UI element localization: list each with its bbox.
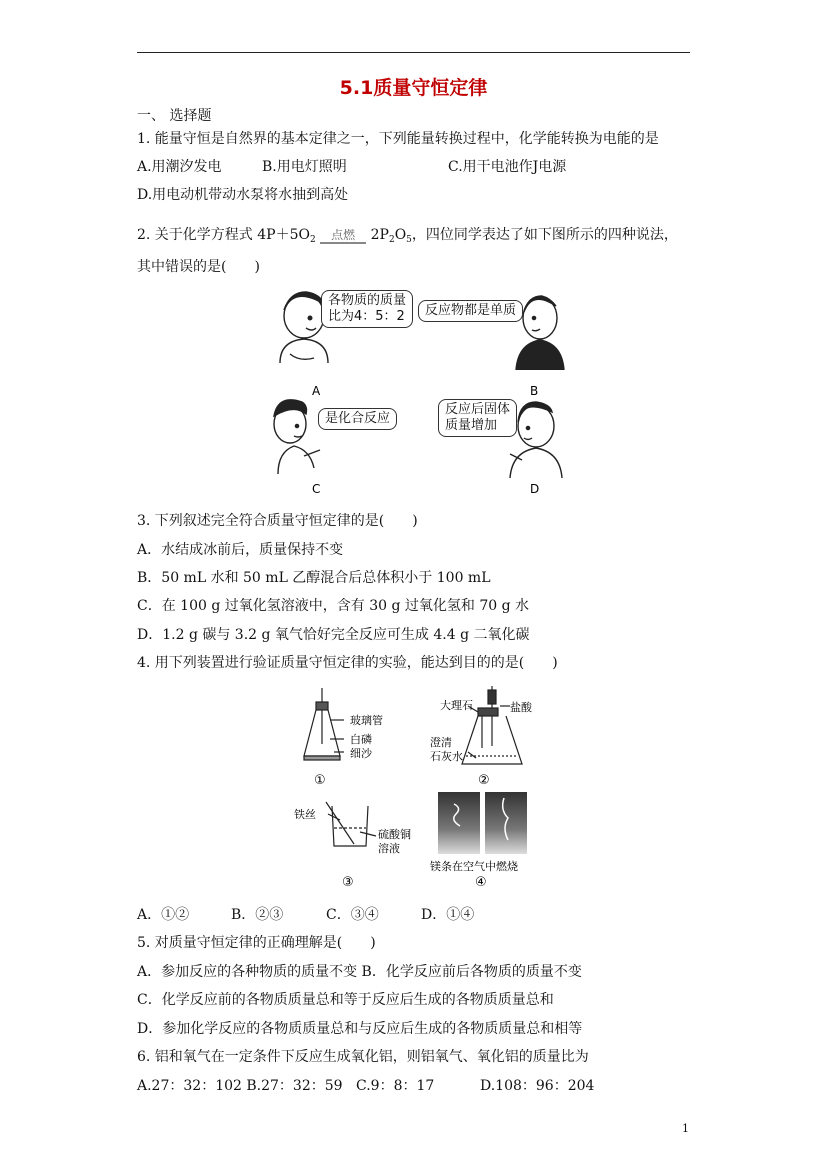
bubble-d-line2: 质量增加 bbox=[445, 418, 498, 433]
apparatus-3-4 bbox=[290, 790, 540, 890]
q2-sub-o2: 2 bbox=[309, 235, 316, 245]
q3-option-c: C．在 100 g 过氧化氢溶液中，含有 30 g 过氧化氢和 70 g 水 bbox=[137, 598, 529, 614]
label-c: C bbox=[312, 482, 321, 496]
apparatus-1-2 bbox=[300, 684, 540, 794]
q3-option-d: D．1.2 g 碳与 3.2 g 氧气恰好完全反应可生成 4.4 g 二氧化碳 bbox=[137, 627, 530, 643]
q2-stem-line2: 其中错误的是( ) bbox=[137, 259, 260, 275]
bubble-a-line1: 各物质的质量 bbox=[328, 293, 407, 308]
q4-stem: 4. 用下列装置进行验证质量守恒定律的实验，能达到目的的是( ) bbox=[137, 655, 558, 671]
q1-option-a: A.用潮汐发电 bbox=[137, 159, 222, 175]
q5-option-c: C．化学反应前的各物质质量总和等于反应后生成的各物质质量总和 bbox=[137, 992, 554, 1008]
label-clear: 澄清 bbox=[430, 736, 452, 749]
flask-white-phosphorus bbox=[304, 688, 344, 760]
figure-2-number: ② bbox=[478, 773, 490, 788]
beaker-iron-wire bbox=[326, 802, 376, 846]
q2-stem-pre: 2. 关于化学方程式 4P＋5O bbox=[137, 227, 310, 243]
q4-option-c: C．③④ bbox=[326, 907, 379, 923]
q1-option-c: C.用干电池作J电源 bbox=[448, 159, 567, 175]
speech-bubble-b: 反应物都是单质 bbox=[418, 300, 523, 322]
speech-bubble-a bbox=[321, 290, 413, 328]
label-magnesium-burning: 镁条在空气中燃烧 bbox=[430, 860, 518, 873]
student-b-figure bbox=[516, 296, 564, 370]
page-title: 5.1质量守恒定律 bbox=[339, 77, 488, 99]
q5-option-ab: A．参加反应的各种物质的质量不变 B．化学反应前后各物质的质量不变 bbox=[137, 964, 582, 980]
q1-option-d: D.用电动机带动水泵将水抽到高处 bbox=[137, 187, 349, 203]
q2-illustration bbox=[270, 288, 570, 500]
apparatus-drawing-top bbox=[300, 684, 540, 794]
q1-option-b: B.用电灯照明 bbox=[262, 159, 347, 175]
speech-bubble-d bbox=[438, 399, 517, 437]
q4-option-d: D．①④ bbox=[421, 907, 475, 923]
label-iron-wire: 铁丝 bbox=[294, 808, 316, 821]
label-fine-sand: 细沙 bbox=[350, 747, 372, 760]
label-a: A bbox=[312, 384, 321, 398]
q3-option-a: A．水结成冰前后，质量保持不变 bbox=[137, 542, 344, 558]
q5-stem: 5. 对质量守恒定律的正确理解是( ) bbox=[137, 935, 376, 951]
q1-stem: 1. 能量守恒是自然界的基本定律之一，下列能量转换过程中，化学能转换为电能的是 bbox=[137, 131, 659, 147]
label-d: D bbox=[530, 482, 540, 496]
q2-stem: 2. 关于化学方程式 $4P+5O_2$ 点燃 $2P_2O_5$，四位同学表达了如下图所示的四种说法， bbox=[137, 227, 678, 245]
bubble-d-line1: 反应后固体 bbox=[445, 402, 511, 417]
student-d-figure bbox=[510, 402, 562, 478]
label-hydrochloric-acid: 盐酸 bbox=[510, 701, 532, 714]
label-white-phosphorus: 白磷 bbox=[350, 733, 372, 746]
section-heading: 一、 选择题 bbox=[137, 108, 212, 124]
label-copper-sulfate: 硫酸铜 bbox=[378, 828, 411, 841]
q3-option-b: B．50 mL 水和 50 mL 乙醇混合后总体积小于 100 mL bbox=[137, 570, 491, 586]
q3-stem: 3. 下列叙述完全符合质量守恒定律的是( ) bbox=[137, 513, 418, 529]
reaction-condition: 点燃 bbox=[320, 233, 366, 244]
q5-option-d: D．参加化学反应的各物质质量总和与反应后生成的各物质质量总和相等 bbox=[137, 1021, 583, 1037]
q4-option-a: A．①② bbox=[137, 907, 190, 923]
label-b: B bbox=[530, 384, 539, 398]
header-rule bbox=[137, 52, 690, 53]
flask-marble-hcl bbox=[462, 686, 522, 764]
q6-option-ab: A.27：32：102 B.27：32：59 bbox=[137, 1078, 343, 1094]
label-glass-tube: 玻璃管 bbox=[350, 714, 383, 727]
magnesium-burning-photos bbox=[438, 792, 527, 854]
label-limewater: 石灰水 bbox=[430, 750, 463, 763]
q6-option-c: C.9：8：17 bbox=[356, 1078, 435, 1094]
figure-1-number: ① bbox=[314, 773, 326, 788]
q2-product: 2P bbox=[366, 227, 389, 243]
figure-4-number: ④ bbox=[475, 875, 487, 890]
student-c-figure bbox=[274, 400, 320, 474]
label-marble: 大理石 bbox=[440, 699, 473, 712]
label-solution: 溶液 bbox=[378, 842, 400, 855]
apparatus-drawing-bottom bbox=[290, 790, 540, 890]
q4-option-b: B．②③ bbox=[231, 907, 284, 923]
bubble-a-line2: 比为4：5：2 bbox=[328, 309, 405, 324]
q6-stem: 6. 铝和氧气在一定条件下反应生成氧化铝，则铝氧气、氧化铝的质量比为 bbox=[137, 1049, 589, 1065]
page-number: 1 bbox=[682, 1122, 689, 1135]
q6-option-d: D.108：96：204 bbox=[480, 1078, 595, 1094]
speech-bubble-c: 是化合反应 bbox=[318, 408, 397, 430]
q2-stem-post: ，四位同学表达了如下图所示的四种说法， bbox=[411, 227, 678, 243]
figure-3-number: ③ bbox=[342, 875, 354, 890]
